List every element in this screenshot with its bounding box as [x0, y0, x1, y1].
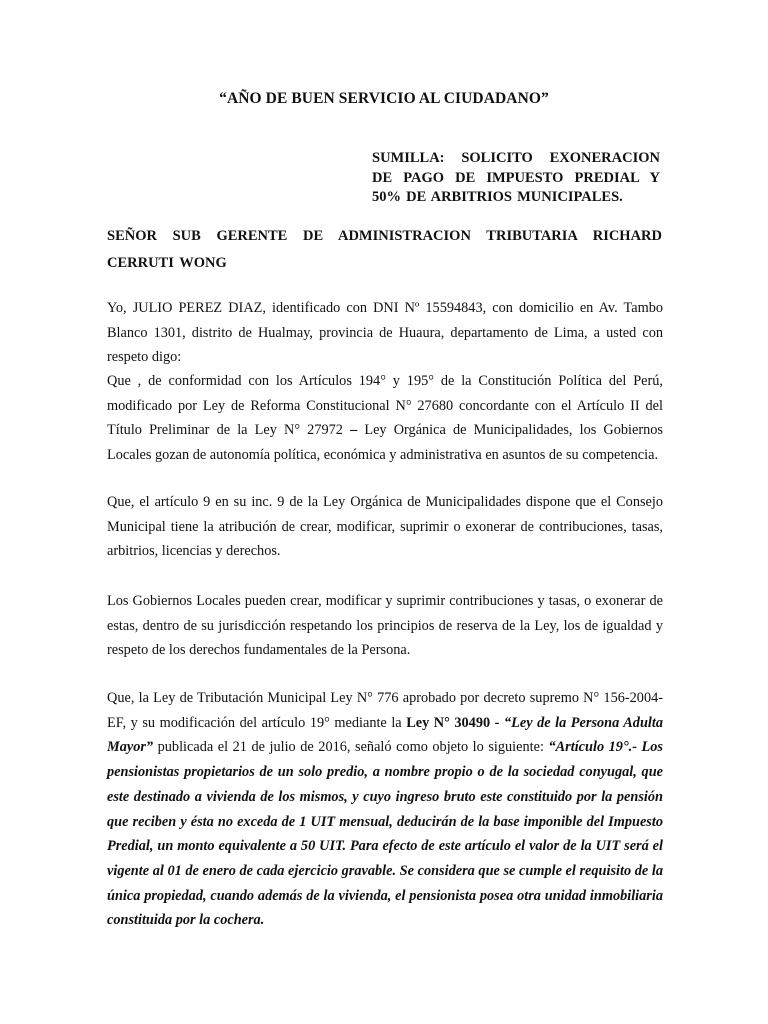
paragraph-municipal-law: Que, el artículo 9 en su inc. 9 de la Ley Orgánica de Municipalidades dispone que el Consejo Municipal tiene la atribución de crear, modificar, suprimir o exonerar de contribuciones, tasas, arbitrios, licencias y derechos. [107, 494, 663, 560]
paragraph-constitution-text-b: Ley Orgánica de Municipalidades, los Gobiernos Locales gozan de autonomía política, económica y administrativa en asuntos de su competencia. [107, 422, 663, 464]
paragraph-tax-law [107, 686, 663, 933]
paragraph-local-governments: Los Gobiernos Locales pueden crear, modificar y suprimir contribuciones y tasas, o exonerar de estas, dentro de su jurisdicción respetando los principios de reserva de la Ley, los de igualdad y respeto de los derechos fundamentales de la Persona. [107, 593, 663, 659]
paragraph-constitution-text-a: Que , de conformidad con los Artículos 194° y 195° de la Constitución Política del Perú, modificado por Ley de Reforma Constitucional N° 27680 concordante con el Artículo II del Título Preliminar de la Ley N° 27972 [107, 373, 663, 439]
law-reference: Ley N° 30490 - [406, 714, 504, 731]
paragraph-constitution-dash: – [350, 422, 358, 439]
year-title: “AÑO DE BUEN SERVICIO AL CIUDADANO” [219, 90, 549, 107]
sumilla: SUMILLA: SOLICITO EXONERACION DE PAGO DE IMPUESTO PREDIAL Y 50% DE ARBITRIOS MUNICIPALES. [372, 150, 660, 205]
paragraph-tax-law-text-b: publicada el 21 de julio de 2016, señaló como objeto lo siguiente: [153, 739, 549, 756]
paragraph-constitution [107, 369, 663, 468]
addressee: SEÑOR SUB GERENTE DE ADMINISTRACION TRIBUTARIA RICHARD CERRUTI WONG [107, 228, 662, 271]
law-name: “Ley de la Persona Adulta Mayor” [107, 714, 663, 756]
paragraph-identification: Yo, JULIO PEREZ DIAZ, identificado con DNI Nº 15594843, con domicilio en Av. Tambo Blanco 1301, distrito de Hualmay, provincia de Huaura, departamento de Lima, a usted con respeto digo: [107, 300, 663, 366]
article-19-quote: “Artículo 19°.- Los pensionistas propietarios de un solo predio, a nombre propio o de la sociedad conyugal, que este destinado a vivienda de los mismos, y cuyo ingreso bruto este constituido por la pensión que reciben y ésta no exceda de 1 UIT mensual, deducirán de la base imponible del Impuesto Predial, un monto equivalente a 50 UIT. Para efecto de este artículo el valor de la UIT será el vigente al 01 de enero de cada ejercicio gravable. Se considera que se cumple el requisito de la única propiedad, cuando además de la vivienda, el pensionista posea otra unidad inmobiliaria constituida por la cochera. [107, 739, 663, 929]
paragraph-tax-law-text-a: Que, la Ley de Tributación Municipal Ley N° 776 aprobado por decreto supremo N° 156-2004-EF, y su modificación del artículo 19° mediante la [107, 690, 663, 731]
